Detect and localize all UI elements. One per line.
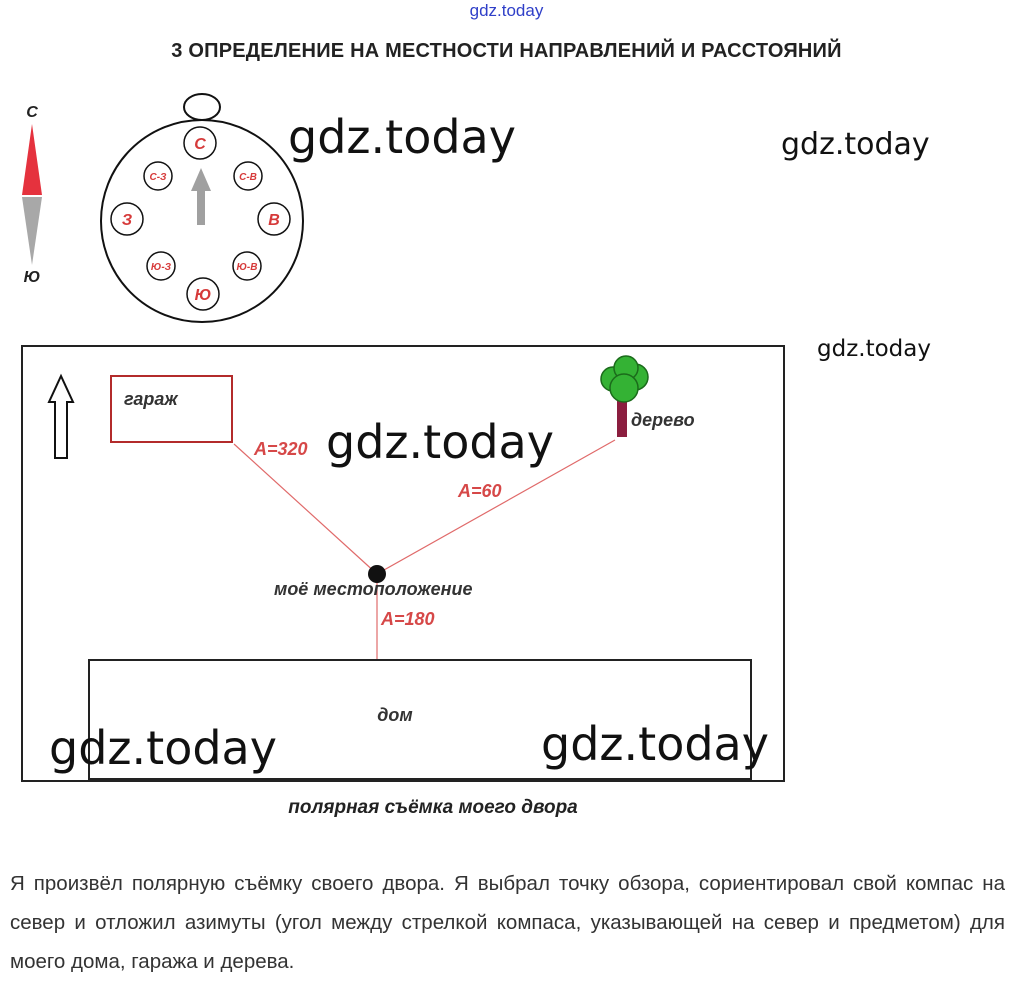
- tree-label: дерево: [631, 410, 695, 430]
- watermark-top: gdz.today: [469, 1, 544, 20]
- diagram-caption: полярная съёмка моего двора: [288, 797, 578, 818]
- compass-dial: [101, 94, 303, 322]
- tree-icon: [610, 374, 638, 402]
- watermark: gdz.today: [781, 127, 930, 162]
- needle-north-label: С: [26, 104, 38, 121]
- dial-arrow-icon: [191, 168, 211, 225]
- dial-ne: С-В: [239, 172, 257, 183]
- watermark: gdz.today: [326, 415, 554, 469]
- azimuth-tree: А=60: [458, 481, 502, 501]
- page-heading: 3 ОПРЕДЕЛЕНИЕ НА МЕСТНОСТИ НАПРАВЛЕНИЙ И РАССТОЯНИЙ: [171, 40, 842, 62]
- dial-nw: С-З: [149, 172, 167, 183]
- dial-e: В: [268, 212, 280, 229]
- dial-s: Ю: [194, 287, 212, 304]
- yard-plan: [22, 346, 784, 781]
- needle-south-half: [22, 197, 42, 265]
- description-paragraph: Я произвёл полярную съёмку своего двора. Я выбрал точку обзора, сориентировал свой компас на север и отложил азимуты (угол между стрелкой компаса, указывающей на север и предметом) для моего дома, гаража и дерева.: [10, 872, 1005, 973]
- needle-south-label: Ю: [23, 269, 41, 286]
- position-label: моё местоположение: [274, 579, 473, 599]
- compass-ring-icon: [184, 94, 220, 120]
- needle-north-half: [22, 124, 42, 195]
- watermark: gdz.today: [49, 721, 277, 775]
- house-label: дом: [377, 705, 413, 725]
- garage-box: [111, 376, 232, 442]
- dial-w: З: [121, 212, 133, 229]
- dial-se: Ю-В: [236, 262, 258, 273]
- dial-n: С: [194, 136, 206, 153]
- north-arrow-icon: [49, 376, 73, 458]
- watermark: gdz.today: [541, 717, 769, 771]
- azimuth-garage: А=320: [254, 439, 308, 459]
- watermark: gdz.today: [817, 336, 931, 362]
- azimuth-house: А=180: [381, 609, 435, 629]
- watermark: gdz.today: [288, 110, 516, 164]
- dial-sw: Ю-З: [150, 262, 172, 273]
- compass-needle: [22, 104, 42, 286]
- garage-label: гараж: [124, 389, 178, 409]
